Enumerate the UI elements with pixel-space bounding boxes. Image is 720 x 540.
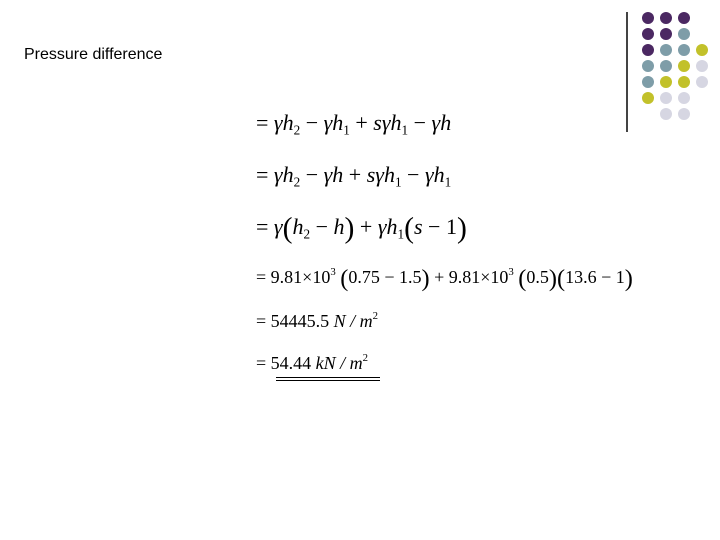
symbol-h: h <box>282 110 294 135</box>
dot-teal <box>678 44 690 56</box>
number: 10 <box>312 267 331 288</box>
decorative-divider <box>626 12 628 132</box>
symbol-s: s <box>373 110 382 135</box>
symbol-s: s <box>413 214 423 239</box>
dot-purple <box>660 28 672 40</box>
slide-title: Pressure difference <box>24 46 163 63</box>
right-paren: ) <box>344 212 355 245</box>
equation-line-6 <box>256 352 368 374</box>
number: 1 <box>615 267 625 288</box>
final-answer-double-underline <box>276 380 380 381</box>
symbol-gamma: γ <box>273 110 283 135</box>
dot-purple <box>642 28 654 40</box>
number: 9.81 <box>448 267 481 288</box>
symbol-gamma: γ <box>323 110 333 135</box>
operator: + <box>355 110 368 135</box>
number: 0.5 <box>526 267 549 288</box>
symbol-h: h <box>282 162 294 187</box>
equals-sign: = <box>256 311 267 332</box>
dot-olive <box>696 44 708 56</box>
symbol-h: h <box>292 214 304 239</box>
symbol-gamma: γ <box>375 162 384 187</box>
left-paren: ( <box>518 265 527 292</box>
dot-gray <box>678 108 690 120</box>
right-paren: ) <box>421 265 430 292</box>
dot-purple <box>642 44 654 56</box>
operator: − <box>413 110 427 135</box>
left-paren: ( <box>340 265 349 292</box>
unit: kN / m <box>315 353 363 374</box>
dot-teal <box>660 44 672 56</box>
exponent: 3 <box>508 266 514 278</box>
operator: + <box>434 267 445 288</box>
equals-sign: = <box>256 214 269 239</box>
dot-olive <box>678 76 690 88</box>
symbol-gamma: γ <box>323 162 333 187</box>
number: 0.75 <box>348 267 380 288</box>
unit: N / m <box>333 311 373 332</box>
equals-sign: = <box>256 162 269 187</box>
number: 1.5 <box>398 267 422 288</box>
number: 9.81 <box>270 267 303 288</box>
dot-teal <box>678 28 690 40</box>
final-result-value: 54.44 <box>270 353 312 374</box>
symbol-gamma: γ <box>273 214 283 239</box>
subscript: 2 <box>293 174 301 190</box>
symbol-s: s <box>366 162 376 187</box>
equation-line-1 <box>256 110 451 139</box>
result-value: 54445.5 <box>270 311 330 332</box>
number: 1 <box>445 214 457 239</box>
right-paren: ) <box>624 265 633 292</box>
exponent: 2 <box>372 310 379 322</box>
subscript: 1 <box>444 174 452 190</box>
dot-teal <box>642 60 654 72</box>
equation-line-2 <box>256 162 451 191</box>
symbol-h: h <box>383 162 395 187</box>
symbol-h: h <box>333 214 345 239</box>
operator: − <box>305 162 319 187</box>
symbol-h: h <box>390 110 402 135</box>
equation-line-5 <box>256 310 378 332</box>
equation-line-4 <box>256 266 633 291</box>
operator: − <box>601 267 612 288</box>
dot-gray <box>660 108 672 120</box>
left-paren: ( <box>556 265 566 292</box>
operator: − <box>384 267 395 288</box>
dot-gray <box>660 92 672 104</box>
subscript: 1 <box>343 122 350 138</box>
operator: − <box>407 162 420 187</box>
subscript: 1 <box>401 122 409 138</box>
dot-gray <box>696 76 708 88</box>
symbol-h: h <box>386 214 398 239</box>
equals-sign: = <box>256 353 267 374</box>
symbol-h: h <box>433 162 445 187</box>
dot-olive <box>642 92 654 104</box>
symbol-gamma: γ <box>273 162 283 187</box>
subscript: 2 <box>293 122 301 138</box>
operator: + <box>359 214 373 239</box>
right-paren: ) <box>548 265 557 292</box>
dot-gray <box>696 60 708 72</box>
dot-purple <box>660 12 672 24</box>
number: 10 <box>490 267 509 288</box>
dot-teal <box>642 76 654 88</box>
symbol-gamma: γ <box>381 110 391 135</box>
right-paren: ) <box>456 212 467 245</box>
left-paren: ( <box>282 212 293 245</box>
operator: − <box>315 214 328 239</box>
dot-teal <box>660 60 672 72</box>
operator: + <box>348 162 362 187</box>
equals-sign: = <box>256 110 269 135</box>
operator: × <box>480 267 491 288</box>
subscript: 2 <box>303 226 311 242</box>
dot-purple <box>678 12 690 24</box>
subscript: 1 <box>397 226 405 242</box>
equals-sign: = <box>256 267 267 288</box>
symbol-h: h <box>440 110 452 135</box>
operator: − <box>428 214 441 239</box>
symbol-h: h <box>332 110 344 135</box>
subscript: 1 <box>394 174 402 190</box>
operator: − <box>305 110 319 135</box>
number: 13.6 <box>565 267 597 288</box>
dot-purple <box>642 12 654 24</box>
dot-gray <box>678 92 690 104</box>
symbol-gamma: γ <box>431 110 441 135</box>
final-answer-double-underline <box>276 377 380 378</box>
symbol-gamma: γ <box>424 162 434 187</box>
left-paren: ( <box>404 212 414 245</box>
symbol-h: h <box>332 162 344 187</box>
operator: × <box>302 267 313 288</box>
exponent: 3 <box>330 266 336 278</box>
dot-olive <box>660 76 672 88</box>
equation-line-3 <box>256 214 467 244</box>
dot-olive <box>678 60 690 72</box>
exponent: 2 <box>362 352 369 364</box>
symbol-gamma: γ <box>377 214 387 239</box>
